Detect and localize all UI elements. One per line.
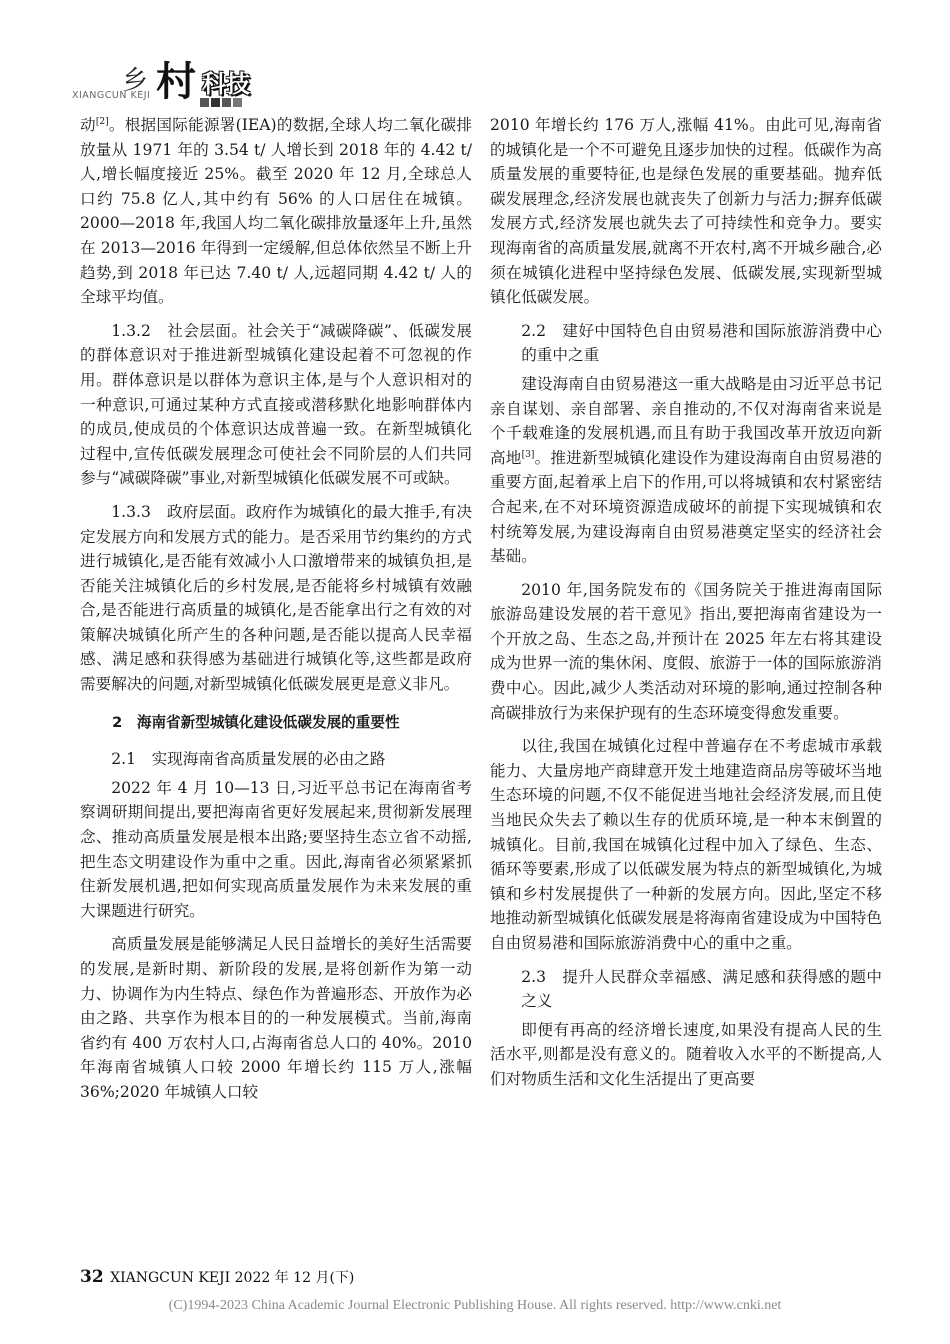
text-segment: 。推进新型城镇化建设作为建设海南自由贸易港的重要方面,起着承上启下的作用,可以将城镇和农村紧密结合起来,在不对环境资源造成破坏的前提下实现城镇和农村统筹发展,为建设海南自由贸易港奠定坚实的经济社会基础。 xyxy=(490,448,882,566)
paragraph: 以往,我国在城镇化过程中普遍存在不考虑城市承载能力、大量房地产商肆意开发土地建造商品房等破坏当地生态环境的问题,不仅不能促进当地社会经济发展,而且使当地民众失去了赖以生存的优质环境,是一种本末倒置的城镇化。目前,我国在城镇化过程中加入了绿色、生态、循环等要素,形成了以低碳发展为特点的新型城镇化,为城镇和乡村发展提供了一种新的发展方向。因此,坚定不移地推动新型城镇化低碳发展是将海南省建设成为中国特色自由贸易港和国际旅游消费中心的重中之重。 xyxy=(490,737,882,952)
paragraph: 即便有再高的经济增长速度,如果没有提高人民的生活水平,则都是没有意义的。随着收入水平的不断提高,人们对物质生活和文化生活提出了更高要 xyxy=(490,1020,882,1088)
subsection-heading-2-3: 2.3 提升人民群众幸福感、满足感和获得感的题中之义 xyxy=(521,967,882,1011)
logo-char-keji: 科技 xyxy=(202,70,250,98)
section-heading-2: 2 海南省新型城镇化建设低碳发展的重要性 xyxy=(112,713,400,731)
citation-ref: [3] xyxy=(521,449,535,460)
text-segment: 动 xyxy=(80,116,96,134)
logo-english-title: XIANGCUN KEJI xyxy=(72,90,151,101)
logo-decor-squares-icon xyxy=(200,92,244,111)
page-footer xyxy=(80,1267,354,1287)
subsection-heading-2-1: 2.1 实现海南省高质量发展的必由之路 xyxy=(111,750,386,769)
paragraph-social-level: 1.3.2 社会层面。社会关于“减碳降碳”、低碳发展的群体意识对于推进新型城镇化建设起着不可忽视的作用。群体意识是以群体为意识主体,是与个人意识相对的一种意识,可通过某种方式直接或潜移默化地影响群体内的成员,使成员的个体意识达成普遍一致。在新型城镇化过程中,宣传低碳发展理念可使社会不同阶层的人们共同参与“减碳降碳”事业,对新型城镇化低碳发展不可或缺。 xyxy=(80,321,472,488)
paragraph xyxy=(490,372,882,569)
paragraph-government-level: 1.3.3 政府层面。政府作为城镇化的最大推手,有决定发展方向和发展方式的能力。是否采用节约集约的方式进行城镇化,是否能有效减小人口激增带来的城镇负担,是否能关注城镇化后的乡村发展,是否能将乡村城镇有效融合,是否能进行高质量的城镇化,是否能拿出行之有效的对策解决城镇化所产生的各种问题,是否能以提高人民幸福感、满足感和获得感为基础进行城镇化等,这些都是政府需要解决的问题,对新型城镇化低碳发展更是意义非凡。 xyxy=(80,502,472,694)
paragraph-continued xyxy=(80,113,472,310)
right-text-column xyxy=(490,113,882,1092)
text-segment: 建设海南自由贸易港这一重大战略是由习近平总书记亲自谋划、亲自部署、亲自推动的,不仅对海南省来说是个千载难逢的发展机遇,而且有助于我国改革开放迈向新高地 xyxy=(490,374,882,467)
copyright-line: (C)1994-2023 China Academic Journal Electronic Publishing House. All rights reserved. http://www.cnki.net xyxy=(168,1298,782,1313)
logo-char-xiang: 乡 xyxy=(122,66,149,96)
paragraph: 2022 年 4 月 10—13 日,习近平总书记在海南省考察调研期间提出,要把海南省更好发展起来,贯彻新发展理念、推动高质量发展是根本出路;要坚持生态立省不动摇,把生态文明建设作为重中之重。因此,海南省必须紧紧抓住新发展机遇,把如何实现高质量发展作为未来发展的重大课题进行研究。 xyxy=(80,778,472,920)
paragraph-continued: 2010 年增长约 176 万人,涨幅 41%。由此可见,海南省的城镇化是一个不可避免且逐步加快的过程。低碳作为高质量发展的重要特征,也是绿色发展的重要基础。抛弃低碳发展理念,经济发展也就丧失了创新力与活力;摒弃低碳发展方式,经济发展也就失去了可持续性和竞争力。要实现海南省的高质量发展,就离不开农村,离不开城乡融合,必须在城镇化进程中坚持绿色发展、低碳发展,实现新型城镇化低碳发展。 xyxy=(490,116,882,307)
text-segment: 。根据国际能源署(IEA)的数据,全球人均二氧化碳排放量从 1971 年的 3.54 t/ 人增长到 2018 年的 4.42 t/ 人,增长幅度接近 25%。截至 2020 年 12 月,全球总人口约 75.8 亿人,其中约有 56% 的人口居住在城镇。2000—2018 年,我国人均二氧化碳排放量逐年上升,虽然在 2013—2016 年得到一定缓解,但总体依然呈不断上升趋势,到 2018 年已达 7.40 t/ 人,远超同期 4.42 t/ 人的全球平均值。 xyxy=(80,116,472,307)
citation-ref: [2] xyxy=(95,117,109,127)
journal-issue: XIANGCUN KEJI 2022 年 12 月(下) xyxy=(110,1270,355,1286)
journal-header xyxy=(70,48,310,108)
left-text-column xyxy=(80,113,472,1105)
logo-char-cun: 村 xyxy=(156,58,196,105)
paragraph: 2010 年,国务院发布的《国务院关于推进海南国际旅游岛建设发展的若干意见》指出,要把海南省建设为一个开放之岛、生态之岛,并预计在 2025 年左右将其建设成为世界一流的集休闲、度假、旅游于一体的国际旅游消费中心。因此,减少人类活动对环境的影响,通过控制各种高碳排放行为来保护现有的生态环境变得愈发重要。 xyxy=(490,580,882,722)
page-number: 32 xyxy=(80,1267,104,1287)
subsection-heading-2-2: 2.2 建好中国特色自由贸易港和国际旅游消费中心的重中之重 xyxy=(521,321,882,365)
paragraph: 高质量发展是能够满足人民日益增长的美好生活需要的发展,是新时期、新阶段的发展,是将创新作为第一动力、协调作为内生特点、绿色作为普遍形态、开放作为必由之路、共享作为根本目的的一种发展模式。当前,海南省约有 400 万农村人口,占海南省总人口的 40%。2010 年海南省城镇人口较 2000 年增长约 115 万人,涨幅 36%;2020 年城镇人口较 xyxy=(80,935,472,1101)
